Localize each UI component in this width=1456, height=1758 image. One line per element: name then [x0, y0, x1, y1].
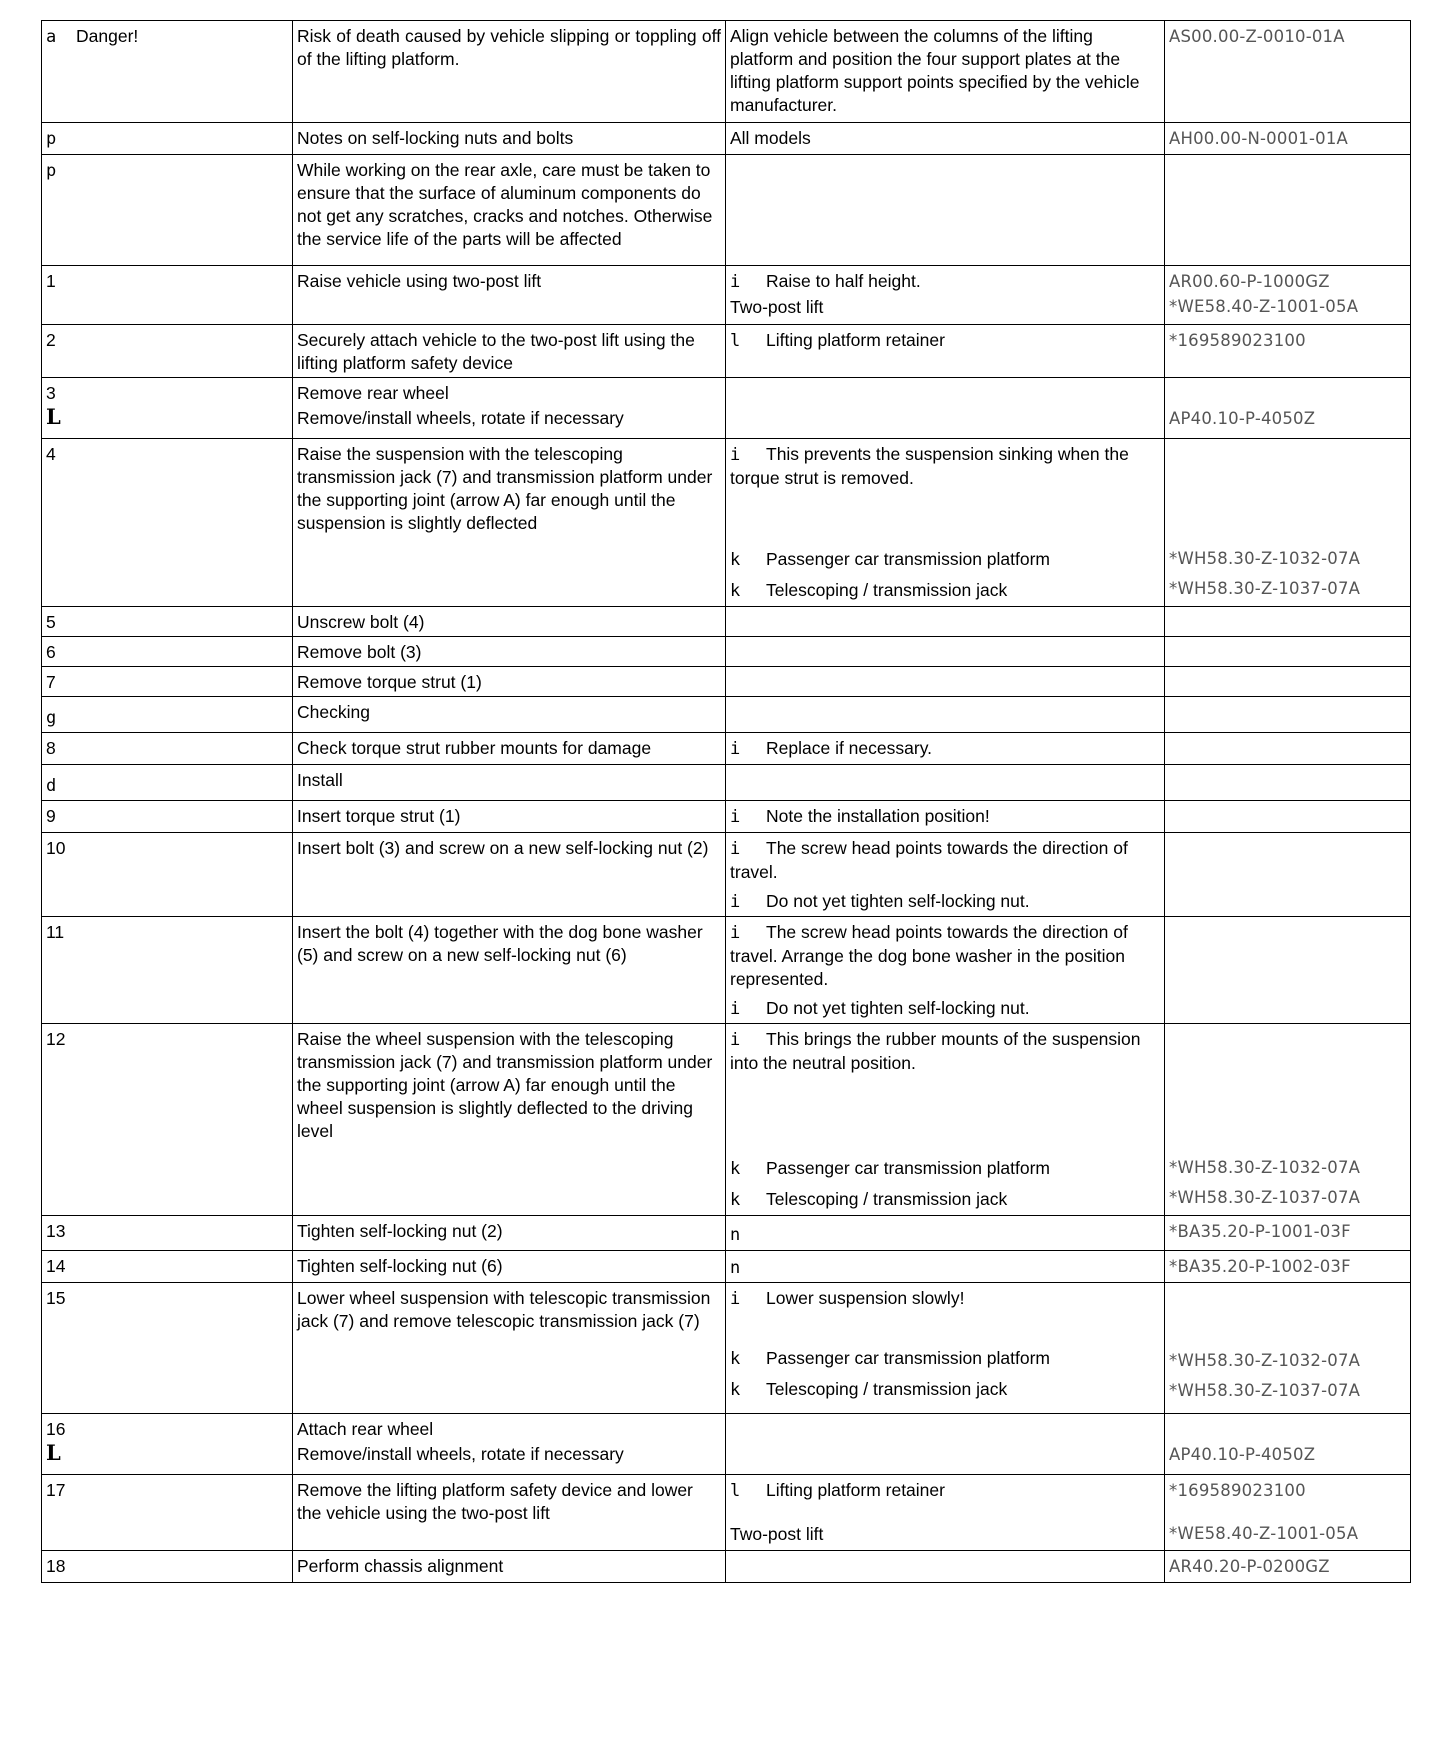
document-reference-link[interactable]: AR00.60-P-1000GZ: [1169, 272, 1330, 291]
document-reference-link[interactable]: AH00.00-N-0001-01A: [1169, 129, 1349, 148]
note-symbol: p: [46, 161, 57, 181]
table-row: [42, 637, 1411, 667]
tool-icon: k: [730, 1159, 741, 1179]
step-text: Securely attach vehicle to the two-post lift using the lifting platform safety device: [293, 325, 726, 378]
tool-reference-link[interactable]: *WH58.30-Z-1037-07A: [1169, 1188, 1361, 1207]
step-number: 15: [42, 1283, 293, 1414]
info-icon: i: [730, 892, 741, 912]
table-row: [42, 733, 1411, 765]
step-text: Risk of death caused by vehicle slipping or toppling off of the lifting platform.: [293, 21, 726, 123]
table-row: [42, 439, 1411, 607]
note-line: i Replace if necessary.: [730, 738, 933, 759]
table-row: [42, 21, 1411, 123]
step-text: Remove the lifting platform safety device and lower the vehicle using the two-post lift: [293, 1475, 726, 1551]
checking-symbol: g: [46, 708, 57, 728]
note-line: i This brings the rubber mounts of the suspension into the neutral position.: [730, 1029, 1141, 1073]
info-icon: i: [730, 272, 741, 292]
step-text: Raise the wheel suspension with the telescoping transmission jack (7) and transmission platform under the supporting joint (arrow A) far enough until the wheel suspension is slightly deflected to the driving level: [293, 1024, 726, 1216]
tool-line: k Telescoping / transmission jack: [730, 580, 1008, 601]
table-row: [42, 1024, 1411, 1216]
note-symbol: p: [46, 129, 57, 149]
table-row: [42, 697, 1411, 733]
torque-reference-link[interactable]: *BA35.20-P-1001-03F: [1169, 1222, 1351, 1241]
tool-reference-link[interactable]: *WE58.40-Z-1001-05A: [1169, 297, 1359, 316]
note-line: i Lower suspension slowly!: [730, 1288, 965, 1309]
table-row: [42, 917, 1411, 1024]
tool-reference-link[interactable]: *169589023100: [1169, 1481, 1306, 1500]
sub-step-text: Remove/install wheels, rotate if necessary: [297, 408, 624, 428]
tool-reference-link[interactable]: *WH58.30-Z-1032-07A: [1169, 1158, 1361, 1177]
info-icon: i: [730, 999, 741, 1019]
step-number: 16: [46, 1419, 66, 1439]
note-cell: All models: [726, 123, 1165, 155]
tool-line: k Telescoping / transmission jack: [730, 1189, 1008, 1210]
table-row: [42, 1283, 1411, 1414]
table-row: [42, 833, 1411, 917]
tool-icon: k: [730, 581, 741, 601]
step-number: 4: [42, 439, 293, 607]
step-text: Tighten self-locking nut (2): [293, 1216, 726, 1251]
table-row: [42, 801, 1411, 833]
tool-reference-link[interactable]: *169589023100: [1169, 331, 1306, 350]
table-row: [42, 1251, 1411, 1283]
table-row: [42, 607, 1411, 637]
table-row: [42, 1551, 1411, 1583]
info-icon: i: [730, 839, 741, 859]
danger-symbol: a: [46, 27, 57, 47]
procedure-table: [41, 20, 1411, 1583]
tool-icon: k: [730, 1349, 741, 1369]
document-reference-link[interactable]: AP40.10-P-4050Z: [1169, 409, 1316, 428]
step-text: Insert bolt (3) and screw on a new self-locking nut (2): [293, 833, 726, 917]
step-number: 8: [42, 733, 293, 765]
step-number: 12: [42, 1024, 293, 1216]
step-number: 17: [42, 1475, 293, 1551]
info-icon: i: [730, 923, 741, 943]
tool-line: Two-post lift: [730, 1524, 824, 1544]
table-row: [42, 1414, 1411, 1475]
step-number: 2: [42, 325, 293, 378]
info-icon: i: [730, 807, 741, 827]
table-row: [42, 378, 1411, 439]
tool-reference-link[interactable]: *WH58.30-Z-1037-07A: [1169, 579, 1361, 598]
tool-line: l Lifting platform retainer: [730, 1480, 945, 1501]
document-reference-link[interactable]: AP40.10-P-4050Z: [1169, 1445, 1316, 1464]
step-text: While working on the rear axle, care must be taken to ensure that the surface of aluminum components do not get any scratches, cracks and notches. Otherwise the service life of the parts will be affected: [293, 155, 726, 266]
step-number: 1: [42, 266, 293, 325]
tool-icon: l: [730, 331, 741, 351]
info-icon: i: [730, 445, 741, 465]
step-text: Attach rear wheel: [297, 1419, 434, 1439]
torque-reference-link[interactable]: *BA35.20-P-1002-03F: [1169, 1257, 1351, 1276]
note-line: i Note the installation position!: [730, 806, 990, 827]
tool-icon: k: [730, 550, 741, 570]
step-number: 18: [42, 1551, 293, 1583]
table-row: [42, 266, 1411, 325]
tool-line: Two-post lift: [730, 297, 824, 317]
table-row: [42, 325, 1411, 378]
step-number: 7: [42, 667, 293, 697]
info-icon: i: [730, 739, 741, 759]
table-row: [42, 765, 1411, 801]
tool-reference-link[interactable]: *WH58.30-Z-1032-07A: [1169, 1351, 1361, 1370]
step-text: Remove rear wheel: [297, 383, 449, 403]
note-line: i The screw head points towards the direction of travel. Arrange the dog bone washer in the position represented.: [730, 922, 1128, 989]
install-symbol: d: [46, 776, 57, 796]
table-row: [42, 1475, 1411, 1551]
step-text: Insert torque strut (1): [293, 801, 726, 833]
step-text: Lower wheel suspension with telescopic transmission jack (7) and remove telescopic transmission jack (7): [293, 1283, 726, 1414]
torque-icon: n: [730, 1225, 741, 1245]
step-text: Insert the bolt (4) together with the dog bone washer (5) and screw on a new self-locking nut (6): [293, 917, 726, 1024]
sub-step-text: Remove/install wheels, rotate if necessary: [297, 1444, 624, 1464]
step-number: 9: [42, 801, 293, 833]
note-cell: Align vehicle between the columns of the lifting platform and position the four support plates at the lifting platform support points specified by the vehicle manufacturer.: [726, 21, 1165, 123]
step-text: Notes on self-locking nuts and bolts: [293, 123, 726, 155]
step-number: 14: [42, 1251, 293, 1283]
note-line: i Do not yet tighten self-locking nut.: [730, 998, 1030, 1019]
tool-icon: k: [730, 1380, 741, 1400]
tool-reference-link[interactable]: *WH58.30-Z-1037-07A: [1169, 1381, 1361, 1400]
link-symbol-icon: L: [46, 404, 61, 429]
step-number: 6: [42, 637, 293, 667]
document-reference-link[interactable]: AS00.00-Z-0010-01A: [1169, 27, 1345, 46]
section-heading: Checking: [293, 697, 726, 733]
info-icon: i: [730, 1030, 741, 1050]
tool-reference-link[interactable]: *WH58.30-Z-1032-07A: [1169, 549, 1361, 568]
step-text: Raise vehicle using two-post lift: [293, 266, 726, 325]
link-symbol-icon: L: [46, 1440, 61, 1465]
tool-line: k Passenger car transmission platform: [730, 1158, 1050, 1179]
info-icon: i: [730, 1289, 741, 1309]
tool-line: k Passenger car transmission platform: [730, 549, 1050, 570]
table-row: [42, 1216, 1411, 1251]
torque-icon: n: [730, 1258, 741, 1278]
section-heading: Install: [293, 765, 726, 801]
step-number: 10: [42, 833, 293, 917]
document-reference-link[interactable]: AR40.20-P-0200GZ: [1169, 1557, 1330, 1576]
step-text: Perform chassis alignment: [293, 1551, 726, 1583]
step-text: Raise the suspension with the telescoping transmission jack (7) and transmission platform under the supporting joint (arrow A) far enough until the suspension is slightly deflected: [293, 439, 726, 607]
tool-reference-link[interactable]: *WE58.40-Z-1001-05A: [1169, 1524, 1359, 1543]
step-cell: [42, 21, 293, 123]
tool-line: k Passenger car transmission platform: [730, 1348, 1050, 1369]
table-row: [42, 123, 1411, 155]
note-line: i Raise to half height.: [730, 271, 921, 292]
step-text: Check torque strut rubber mounts for damage: [293, 733, 726, 765]
step-text: Unscrew bolt (4): [293, 607, 726, 637]
note-line: i Do not yet tighten self-locking nut.: [730, 891, 1030, 912]
table-row: [42, 667, 1411, 697]
danger-label: Danger!: [76, 26, 139, 46]
step-text: Remove torque strut (1): [293, 667, 726, 697]
step-number: 5: [42, 607, 293, 637]
step-text: Remove bolt (3): [293, 637, 726, 667]
note-line: i This prevents the suspension sinking when the torque strut is removed.: [730, 444, 1129, 488]
note-line: i The screw head points towards the direction of travel.: [730, 838, 1128, 882]
step-number: 13: [42, 1216, 293, 1251]
tool-line: l Lifting platform retainer: [730, 330, 945, 351]
tool-icon: k: [730, 1190, 741, 1210]
step-number: 11: [42, 917, 293, 1024]
step-number: 3: [46, 383, 56, 403]
tool-icon: l: [730, 1481, 741, 1501]
step-text: Tighten self-locking nut (6): [293, 1251, 726, 1283]
table-row: [42, 155, 1411, 266]
tool-line: k Telescoping / transmission jack: [730, 1379, 1008, 1400]
